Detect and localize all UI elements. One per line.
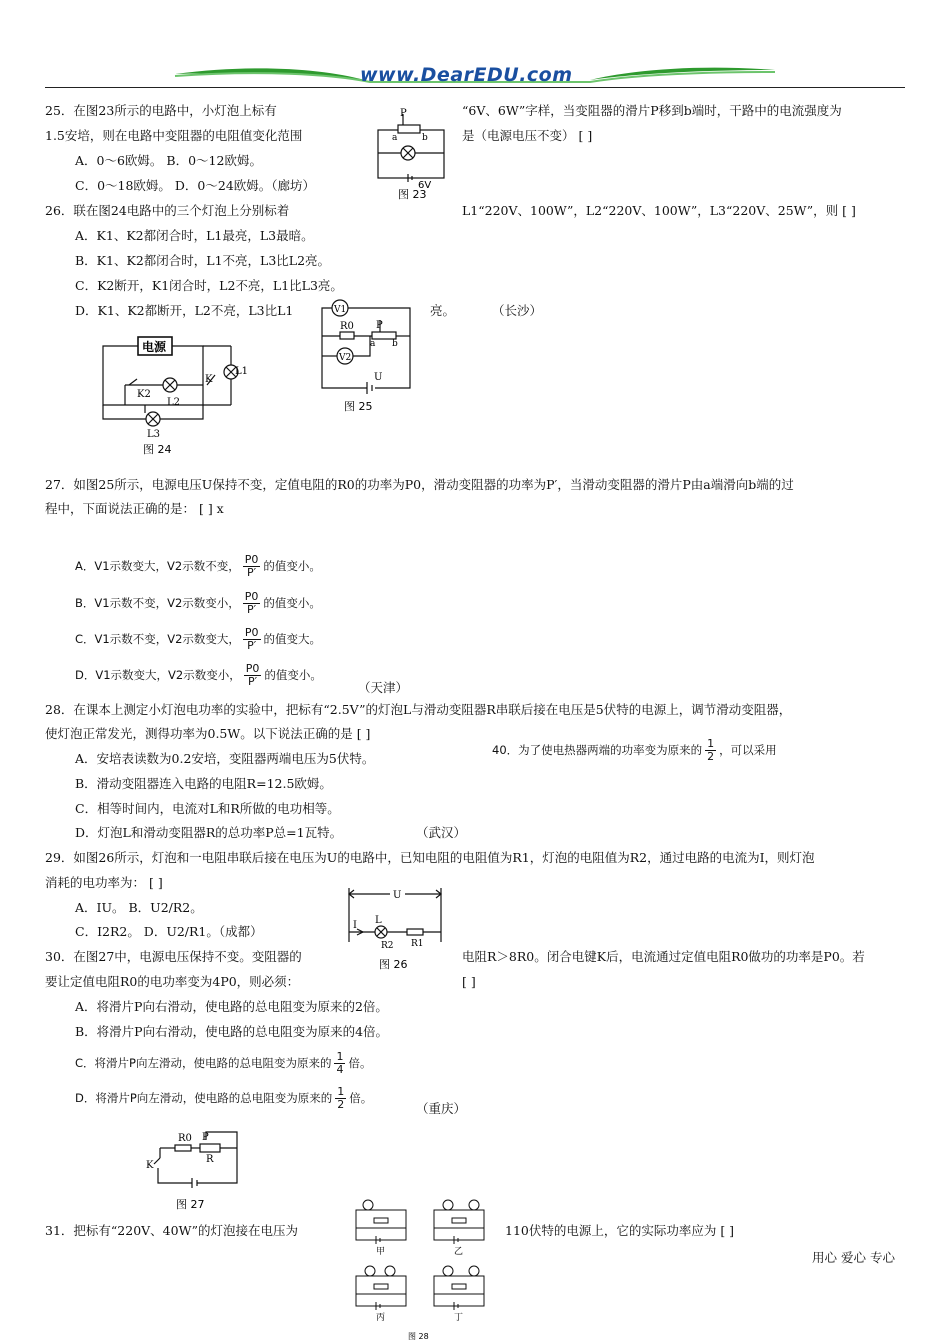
figure-27-circuit: [142, 1128, 242, 1214]
q26-option-c: C．K2断开，K1闭合时，L2不亮，L1比L3亮。: [75, 278, 343, 293]
q27-option-b-end: 的值变小。: [263, 596, 321, 610]
q28-source: （武汉）: [416, 825, 467, 840]
q26-option-b: B．K1、K2都闭合时，L1不亮，L3比L2亮。: [75, 253, 331, 268]
q30-option-a: A．将滑片P向右滑动，使电路的总电阻变为原来的2倍。: [75, 999, 388, 1014]
frac-numerator: P0: [244, 590, 259, 603]
q28-option-b: B．滑动变阻器连入电路的电阻R=12.5欧姆。: [75, 776, 332, 791]
fig24-caption: 图 24: [143, 443, 172, 456]
q27-line2: 程中，下面说法正确的是： [ ] x: [45, 501, 224, 516]
q30-fraction-d: [335, 1086, 346, 1111]
q27-option-d-end: 的值变小。: [264, 668, 322, 682]
frac-denominator: 2: [707, 750, 715, 763]
q27-fraction: [243, 554, 261, 579]
q27-option-c: [75, 627, 321, 652]
fig27-p-label: P: [202, 1132, 209, 1143]
q30-line1-right: 电阻R＞8R0。闭合电键K后，电流通过定值电阻R0做功的功率是P0。若: [462, 949, 865, 964]
q31-line1-right: 110伏特的电源上，它的实际功率应为 [ ]: [505, 1223, 735, 1238]
fig27-k-label: K: [146, 1160, 154, 1171]
fig26-caption: 图 26: [379, 958, 408, 971]
q26-line1-right: L1“220V、100W”，L2“220V、100W”，L3“220V、25W”，则 [ ]: [462, 203, 856, 218]
q30-option-c: [75, 1051, 371, 1076]
q30-option-b: B．将滑片P向右滑动，使电路的总电阻变为原来的4倍。: [75, 1024, 389, 1039]
fig26-i-label: I: [353, 920, 357, 931]
q30-source: （重庆）: [416, 1101, 467, 1116]
q27-option-b: [75, 591, 321, 616]
fig24-l2-label: L2: [167, 397, 181, 408]
fig24-k1-label: K: [205, 374, 213, 385]
fig23-b-label: b: [422, 133, 428, 143]
q30-option-c-end: 倍。: [348, 1056, 372, 1070]
frac-denominator: P′: [247, 639, 257, 652]
q28-line2: 使灯泡正常发光，测得功率为0.5W。以下说法正确的是 [ ]: [45, 726, 371, 741]
fig27-r-label: R: [206, 1154, 214, 1165]
fig24-l3-label: L3: [147, 429, 161, 440]
frac-numerator: P0: [244, 553, 259, 566]
q40-text: 40．为了使电热器两端的功率变为原来的: [492, 743, 703, 757]
frac-denominator: 4: [336, 1063, 344, 1076]
q26-line1-left: 26．联在图24电路中的三个灯泡上分别标着: [45, 203, 290, 218]
q30-option-d-end: 倍。: [349, 1091, 373, 1105]
fig25-v2-label: V2: [339, 353, 352, 363]
fig27-r0-label: R0: [178, 1133, 192, 1144]
q40-fragment: [492, 738, 777, 763]
frac-denominator: 2: [337, 1098, 345, 1111]
fig23-caption: 图 23: [398, 188, 427, 200]
q31-line1-left: 31．把标有“220V、40W”的灯泡接在电压为: [45, 1223, 299, 1238]
fig24-l1-label: L1: [235, 366, 249, 377]
q28-option-d: D．灯泡L和滑动变阻器R的总功率P总=1瓦特。: [75, 825, 343, 840]
q27-option-d: [75, 663, 322, 688]
q28-option-a: A．安培表读数为0.2安培，变阻器两端电压为5伏特。: [75, 751, 375, 766]
q30-line2-left: 要让定值电阻R0的电功率变为4P0，则必须：: [45, 974, 300, 989]
fig28-caption: 图 28: [408, 1332, 429, 1341]
frac-denominator: P′: [247, 675, 258, 688]
q25-line2-left: 1.5安培，则在电路中变阻器的电阻值变化范围: [45, 128, 303, 143]
q27-option-a-text: A．V1示数变大，V2示数不变，: [75, 559, 240, 573]
site-logo-text[interactable]: www.DearEDU.com: [360, 64, 573, 86]
q30-option-d-text: D．将滑片P向左滑动，使电路的总电阻变为原来的: [75, 1091, 333, 1105]
q29-line1: 29．如图26所示，灯泡和一电阻串联后接在电压为U的电路中，已知电阻的电阻值为R1，灯泡的电阻值为R2，通过电路的电流为I，则灯泡: [45, 850, 815, 865]
q26-source: （长沙）: [492, 303, 543, 318]
fig23-a-label: a: [392, 133, 398, 143]
fig25-b-label: b: [392, 339, 398, 349]
fig27-caption: 图 27: [176, 1198, 205, 1211]
q25-option-ab: A．0～6欧姆。 B．0～12欧姆。: [75, 153, 262, 168]
q25-option-cd: C．0～18欧姆。 D．0～24欧姆。（廊坊）: [75, 178, 316, 193]
q27-fraction: [243, 627, 261, 652]
fig26-r2-label: R2: [381, 941, 394, 951]
q27-option-b-text: B．V1示数不变，V2示数变小，: [75, 596, 240, 610]
q25-line2-right: 是（电源电压不变） [ ]: [462, 128, 593, 143]
q28-option-c: C．相等时间内，电流对L和R所做的电功相等。: [75, 801, 340, 816]
header-rule: [45, 87, 905, 88]
frac-numerator: 1: [337, 1085, 345, 1098]
fig25-a-label: a: [370, 339, 376, 349]
figure-25-circuit: [312, 298, 422, 418]
fig26-l-label: L: [375, 915, 382, 926]
fig26-r1-label: R1: [411, 939, 424, 949]
q25-line1-right: “6V、6W”字样，当变阻器的滑片P移到b端时，干路中的电流强度为: [462, 103, 842, 118]
frac-numerator: P0: [245, 662, 260, 675]
q27-source: （天津）: [358, 680, 409, 695]
fig25-r0-label: R0: [340, 321, 354, 332]
q26-option-d-end: 亮。: [430, 303, 456, 318]
fig25-v1-label: V1: [334, 305, 347, 315]
figure-28-circuits: [350, 1196, 490, 1344]
fig25-caption: 图 25: [344, 400, 373, 413]
frac-numerator: 1: [707, 737, 715, 750]
fig24-power-label: 电源: [142, 340, 167, 354]
figure-23-circuit: [370, 108, 450, 200]
q40-fraction: [705, 738, 716, 763]
q27-option-a: [75, 554, 321, 579]
q26-option-d: D．K1、K2都断开，L2不亮，L3比L1: [75, 303, 294, 318]
frac-numerator: 1: [336, 1050, 344, 1063]
fig28-bing-label: 丙: [376, 1313, 386, 1323]
fig28-yi-label: 乙: [454, 1247, 464, 1257]
figure-24-circuit: [95, 335, 265, 457]
frac-denominator: P′: [247, 603, 257, 616]
q40-text-end: ，可以采用: [719, 743, 777, 757]
fig24-k2-label: K2: [137, 389, 151, 400]
fig28-jia-label: 甲: [376, 1247, 386, 1257]
q30-option-c-text: C．将滑片P向左滑动，使电路的总电阻变为原来的: [75, 1056, 332, 1070]
fig26-u-label: U: [393, 890, 402, 901]
fig28-ding-label: 丁: [454, 1313, 464, 1323]
q29-line2: 消耗的电功率为： [ ]: [45, 875, 163, 890]
fig23-voltage-label: 6V: [418, 180, 432, 191]
q27-option-c-end: 的值变大。: [263, 632, 322, 646]
q25-line1-left: 25．在图23所示的电路中，小灯泡上标有: [45, 103, 277, 118]
q27-option-c-text: C．V1示数不变，V2示数变大，: [75, 632, 240, 646]
q27-line1: 27．如图25所示，电源电压U保持不变，定值电阻的R0的功率为P0，滑动变阻器的功率为P′，当滑动变阻器的滑片P由a端滑向b端的过: [45, 477, 794, 492]
frac-denominator: P′: [246, 566, 257, 579]
q30-fraction-c: [334, 1051, 345, 1076]
q28-line1: 28．在课本上测定小灯泡电功率的实验中，把标有“2.5V”的灯泡L与滑动变阻器R串联后接在电压是5伏特的电源上，调节滑动变阻器，: [45, 702, 792, 717]
fig23-p-label: P: [400, 108, 407, 119]
q27-fraction: [244, 663, 262, 688]
frac-numerator: P0: [244, 626, 259, 639]
q30-line2-right: [ ]: [462, 974, 476, 989]
q30-line1-left: 30．在图27中，电源电压保持不变。变阻器的: [45, 949, 302, 964]
q27-option-d-text: D．V1示数变大，V2示数变小，: [75, 668, 241, 682]
footer-motto: 用心 爱心 专心: [812, 1250, 895, 1265]
q30-option-d: [75, 1086, 372, 1111]
q26-option-a: A．K1、K2都闭合时，L1最亮，L3最暗。: [75, 228, 314, 243]
fig25-u-label: U: [374, 372, 383, 383]
figure-26-circuit: [345, 884, 445, 972]
q27-fraction: [243, 591, 261, 616]
fig25-p-label: P: [376, 320, 383, 331]
q27-option-a-end: 的值变小。: [263, 559, 321, 573]
q29-option-ab: A．IU。 B．U2/R2。: [75, 900, 203, 915]
q29-option-cd: C．I2R2。 D．U2/R1。（成都）: [75, 924, 263, 939]
